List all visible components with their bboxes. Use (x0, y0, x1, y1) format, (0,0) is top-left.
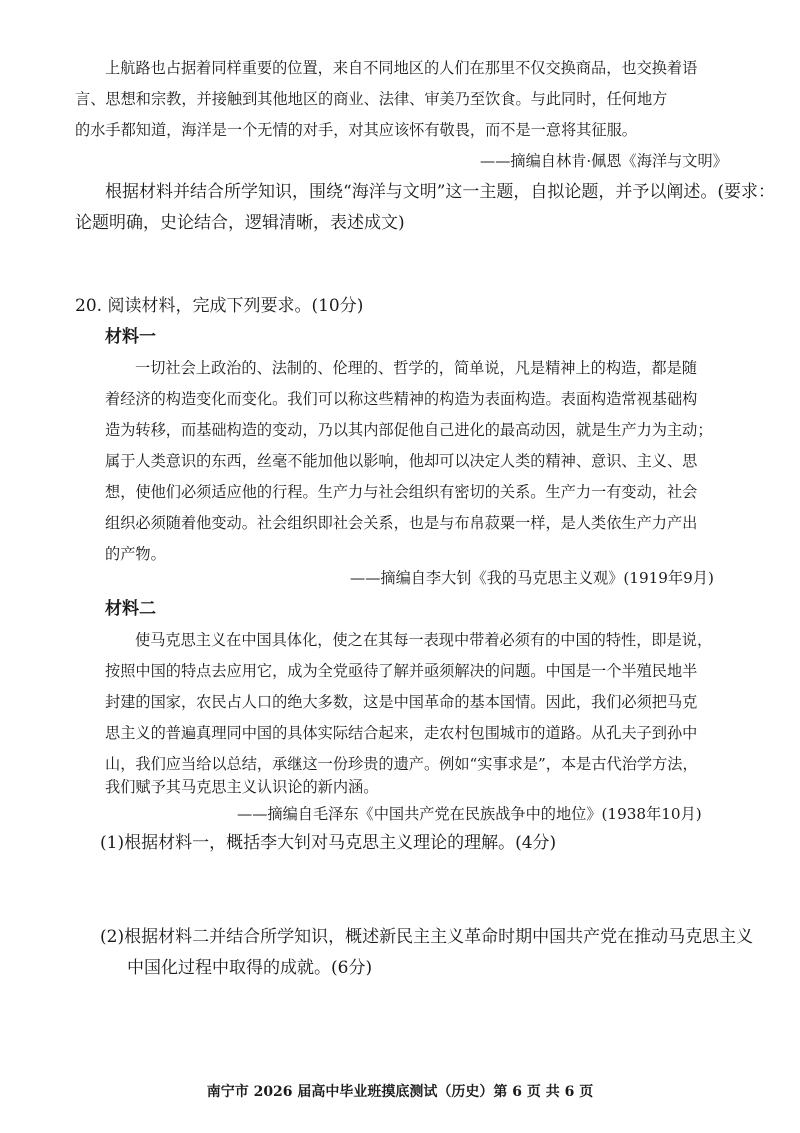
q19-text-line-2: 言、思想和宗教，并接触到其他地区的商业、法律、审美乃至饮食。与此同时，任何地方 (75, 90, 668, 108)
material1-line-1: 一切社会上政治的、法制的、伦理的、哲学的，简单说，凡是精神上的构造，都是随 (135, 359, 697, 377)
material2-line-4: 思主义的普遍真理同中国的具体实际结合起来，走农村包围城市的道路。从孔夫子到孙中 (105, 724, 698, 742)
material2-line-1: 使马克思主义在中国具体化，使之在其每一表现中带着必须有的中国的特性，即是说， (135, 631, 713, 649)
q19-text-line-3: 的水手都知道，海洋是一个无情的对手，对其应该怀有敬畏，而不是一意将其征服。 (75, 121, 637, 139)
page-footer: 南宁市 2026 届高中毕业班摸底测试（历史）第 6 页 共 6 页 (206, 1084, 594, 1100)
material2-line-5: 山，我们应当给以总结，承继这一份珍贵的遗产。例如“实事求是”，本是古代治学方法， (105, 755, 698, 773)
material1-source: ——摘编自李大钊《我的马克思主义观》(1919年9月) (350, 569, 714, 587)
q20-heading: 20. 阅读材料，完成下列要求。(10分) (75, 296, 364, 316)
q20-subquestion-1: (1)根据材料一，概括李大钊对马克思主义理论的理解。(4分) (100, 833, 557, 853)
q20-subquestion-2-line-1: (2)根据材料二并结合所学知识，概述新民主主义革命时期中国共产党在推动马克思主义 (100, 927, 754, 947)
material1-title: 材料一 (105, 327, 156, 347)
q19-text-line-1: 上航路也占据着同样重要的位置，来自不同地区的人们在那里不仅交换商品，也交换着语 (105, 59, 698, 77)
material2-title: 材料二 (105, 599, 156, 619)
material2-line-3: 封建的国家，农民占人口的绝大多数，这是中国革命的基本国情。因此，我们必须把马克 (105, 693, 698, 711)
q20-subquestion-2-line-2: 中国化过程中取得的成就。(6分) (127, 958, 373, 978)
material1-line-6: 组织必须随着他变动。社会组织即社会关系，也是与布帛菽粟一样，是人类依生产力产出 (105, 514, 698, 532)
material2-line-6: 我们赋予其马克思主义认识论的新内涵。 (105, 778, 379, 796)
material1-line-2: 着经济的构造变化而变化。我们可以称这些精神的构造为表面构造。表面构造常视基础构 (105, 390, 698, 408)
material2-line-2: 按照中国的特点去应用它，成为全党亟待了解并亟须解决的问题。中国是一个半殖民地半 (105, 662, 698, 680)
material1-line-4: 属于人类意识的东西，丝毫不能加他以影响，他却可以决定人类的精神、意识、主义、思 (105, 452, 698, 470)
material1-line-5: 想，使他们必须适应他的行程。生产力与社会组织有密切的关系。生产力一有变动，社会 (105, 483, 698, 501)
q19-prompt-line-1: 根据材料并结合所学知识，围绕“海洋与文明”这一主题，自拟论题，并予以阐述。(要求： (105, 182, 776, 202)
material2-source: ——摘编自毛泽东《中国共产党在民族战争中的地位》(1938年10月) (237, 805, 702, 823)
q19-prompt-line-2: 论题明确，史论结合，逻辑清晰，表述成文) (75, 213, 405, 233)
material1-line-3: 造为转移，而基础构造的变动，乃以其内部促他自己进化的最高动因，就是生产力为主动； (105, 421, 713, 439)
q19-source: ——摘编自林肯·佩恩《海洋与文明》 (480, 152, 728, 170)
material1-line-7: 的产物。 (105, 545, 166, 563)
